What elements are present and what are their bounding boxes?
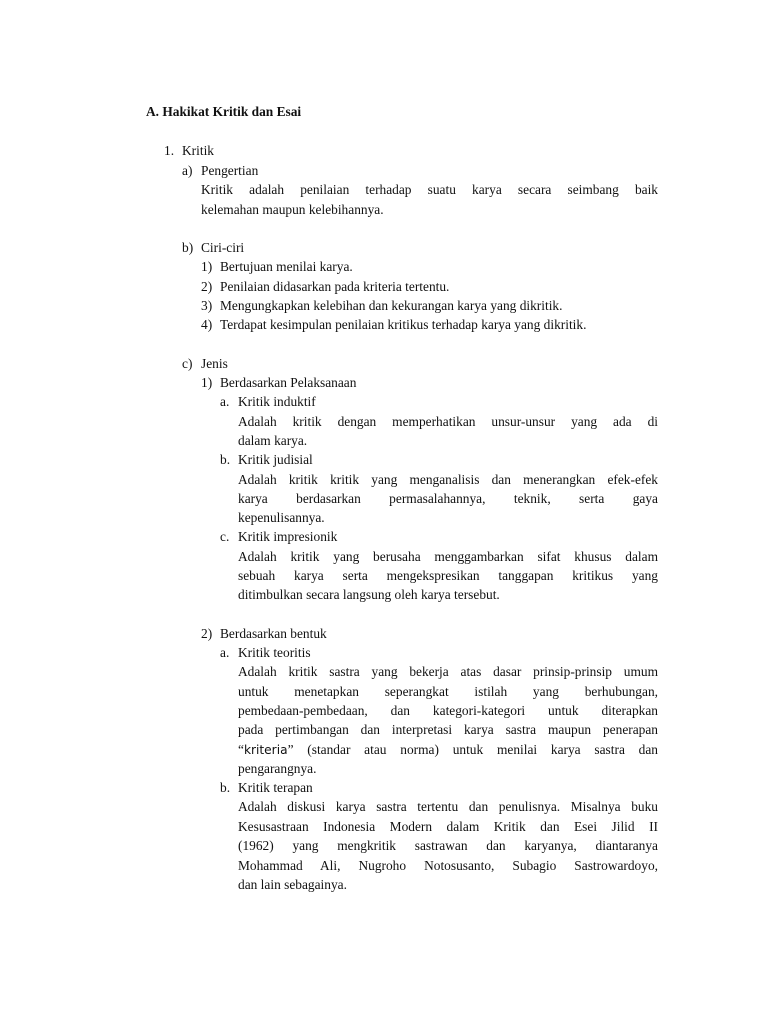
subsection-a-marker: a) (182, 163, 193, 178)
terapan-line-4: Mohammad Ali, Nugroho Notosusanto, Subagio Sastrowardoyo, (238, 858, 658, 873)
ciri-item-3: Mengungkapkan kelebihan dan kekurangan karya yang dikritik. (220, 298, 563, 313)
section-title: A. Hakikat Kritik dan Esai (146, 104, 302, 119)
group1-marker: 1) (201, 375, 213, 390)
impresionik-line-1: Adalah kritik yang berusaha menggambarkan sifat khusus dalam (238, 549, 658, 564)
terapan-line-5: dan lain sebagainya. (238, 877, 347, 892)
subsection-c-label: Jenis (201, 356, 228, 371)
pengertian-line-2: kelemahan maupun kelebihannya. (201, 202, 384, 217)
judisial-line-2: karya berdasarkan permasalahannya, teknik, serta gaya (238, 491, 658, 506)
induktif-marker: a. (220, 394, 230, 409)
pengertian-line-1: Kritik adalah penilaian terhadap suatu karya secara seimbang baik (201, 182, 658, 197)
teoritis-line-1: Adalah kritik sastra yang bekerja atas dasar prinsip-prinsip umum (238, 664, 658, 679)
teoritis-line-5-rest: ” (standar atau norma) untuk menilai karya sastra dan (287, 742, 658, 757)
group1-label: Berdasarkan Pelaksanaan (220, 375, 357, 390)
section1-label: Kritik (182, 143, 214, 158)
impresionik-label: Kritik impresionik (238, 529, 338, 544)
open-quote: “ (238, 742, 244, 757)
judisial-line-1: Adalah kritik kritik yang menganalisis dan menerangkan efek-efek (238, 472, 658, 487)
teoritis-line-3: pembedaan-pembedaan, dan kategori-kategori untuk diterapkan (238, 703, 658, 718)
group2-label: Berdasarkan bentuk (220, 626, 327, 641)
ciri-item-1: Bertujuan menilai karya. (220, 259, 353, 274)
terapan-line-1: Adalah diskusi karya sastra tertentu dan penulisnya. Misalnya buku (238, 799, 658, 814)
induktif-line-2: dalam karya. (238, 433, 308, 448)
impresionik-line-3: ditimbulkan secara langsung oleh karya tersebut. (238, 587, 500, 602)
ciri-item-3-marker: 3) (201, 298, 213, 313)
terapan-label: Kritik terapan (238, 780, 313, 795)
ciri-item-4: Terdapat kesimpulan penilaian kritikus terhadap karya yang dikritik. (220, 317, 587, 332)
kriteria-word: kriteria (243, 743, 288, 757)
ciri-item-4-marker: 4) (201, 317, 213, 332)
teoritis-line-4: pada pertimbangan dan interpretasi karya sastra maupun penerapan (238, 722, 658, 737)
ciri-item-2: Penilaian didasarkan pada kriteria tertentu. (220, 279, 450, 294)
group2-marker: 2) (201, 626, 213, 641)
subsection-c-marker: c) (182, 356, 193, 371)
induktif-label: Kritik induktif (238, 394, 316, 409)
terapan-line-2: Kesusastraan Indonesia Modern dalam Kritik dan Esei Jilid II (238, 819, 658, 834)
teoritis-line-5 (238, 740, 658, 760)
impresionik-line-2: sebuah karya serta mengekspresikan tanggapan kritikus yang (238, 568, 658, 583)
impresionik-marker: c. (220, 529, 230, 544)
terapan-marker: b. (220, 780, 231, 795)
subsection-b-marker: b) (182, 240, 194, 255)
teoritis-line-2: untuk menetapkan seperangkat istilah yang berhubungan, (238, 684, 658, 699)
teoritis-line-6: pengarangnya. (238, 761, 317, 776)
ciri-item-2-marker: 2) (201, 279, 213, 294)
induktif-line-1: Adalah kritik dengan memperhatikan unsur-unsur yang ada di (238, 414, 658, 429)
judisial-label: Kritik judisial (238, 452, 313, 467)
teoritis-line-5-quote (238, 740, 288, 760)
judisial-marker: b. (220, 452, 231, 467)
judisial-line-3: kepenulisannya. (238, 510, 325, 525)
subsection-a-label: Pengertian (201, 163, 259, 178)
subsection-b-label: Ciri-ciri (201, 240, 245, 255)
teoritis-label: Kritik teoritis (238, 645, 311, 660)
teoritis-marker: a. (220, 645, 230, 660)
terapan-line-3: (1962) yang mengkritik sastrawan dan karyanya, diantaranya (238, 838, 658, 853)
section1-number: 1. (164, 143, 175, 158)
ciri-item-1-marker: 1) (201, 259, 213, 274)
